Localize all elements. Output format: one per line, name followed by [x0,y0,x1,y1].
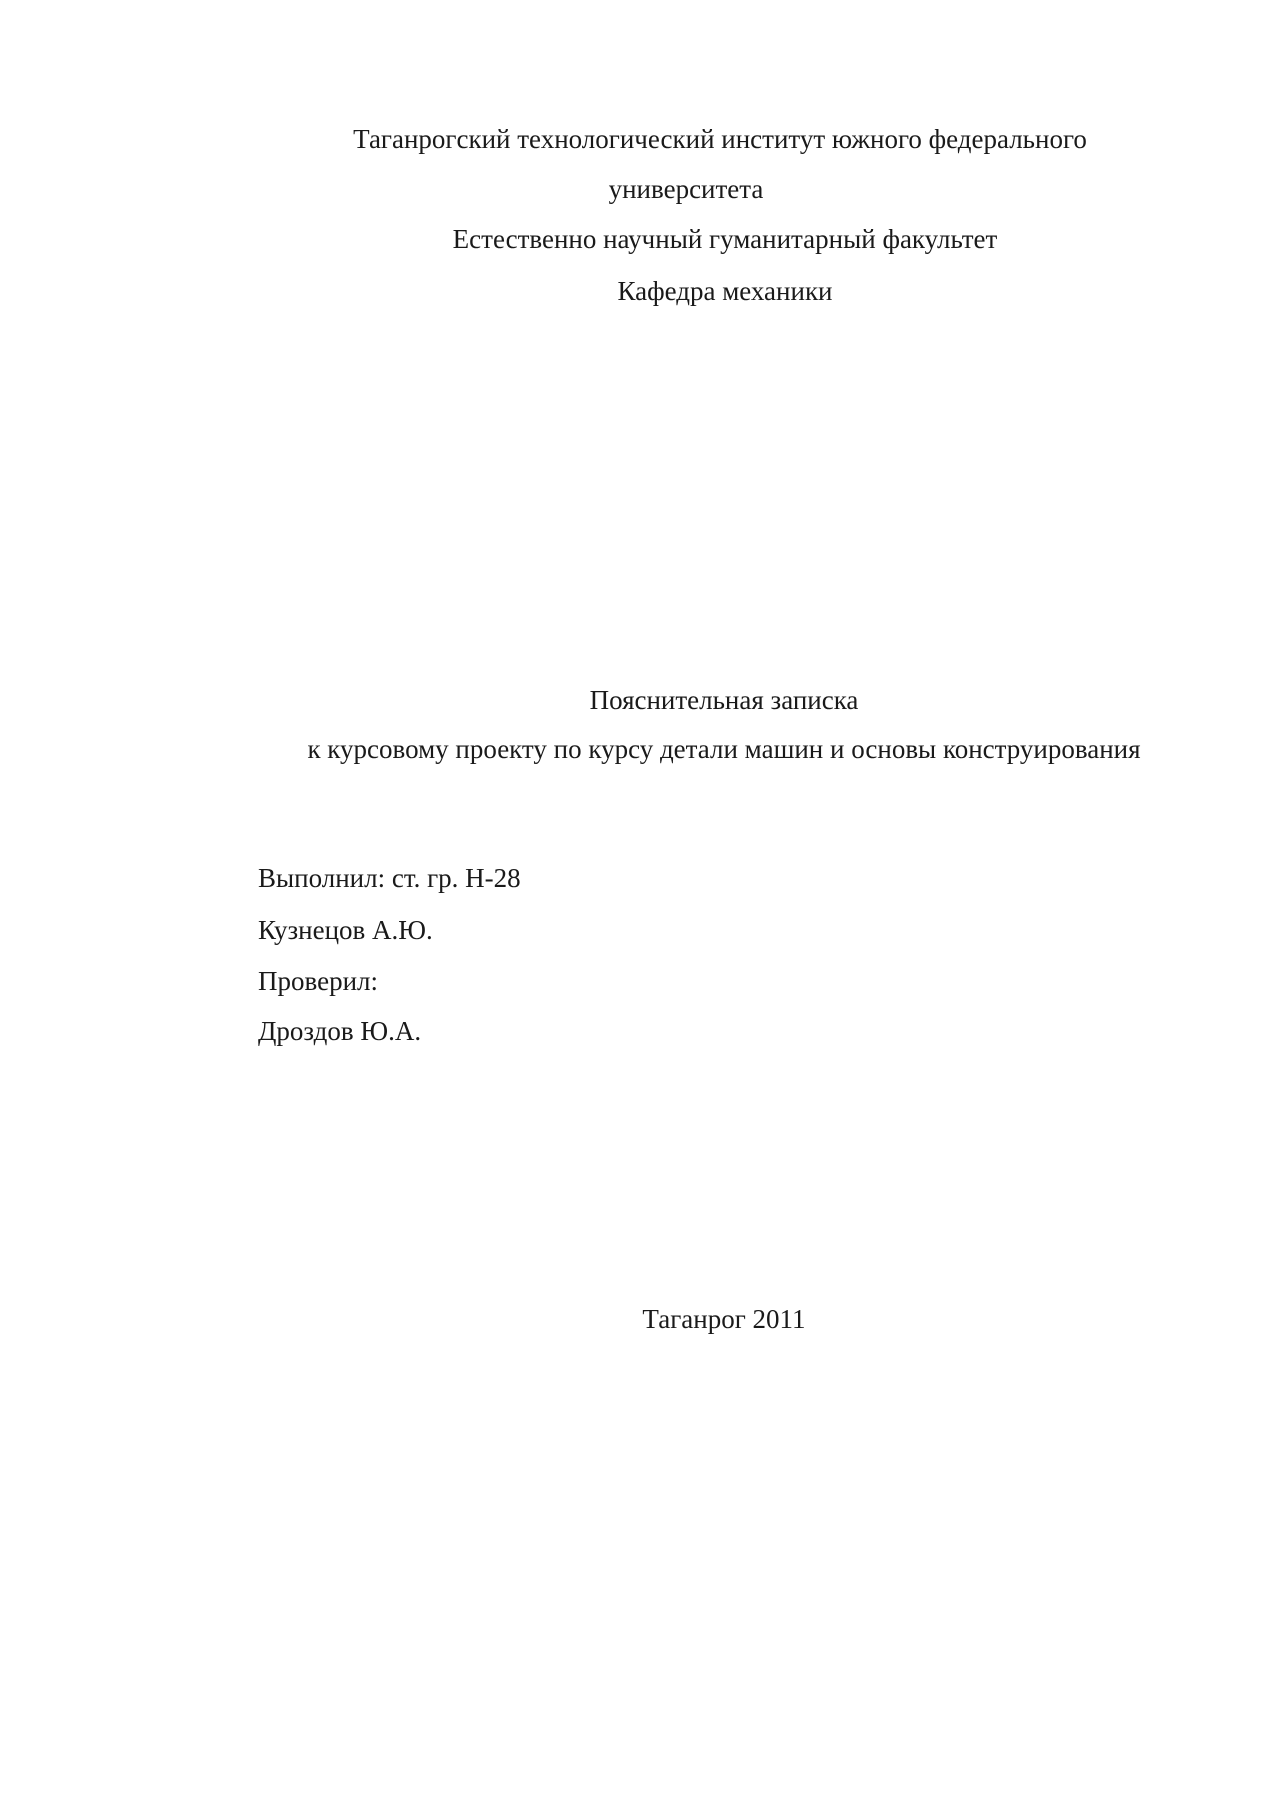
institute-name-line-2: университета [608,174,764,204]
faculty-name: Естественно научный гуманитарный факультет [452,224,998,254]
checked-by-label: Проверил: [258,966,378,996]
city-year: Таганрог 2011 [642,1304,806,1334]
performed-by-label: Выполнил: ст. гр. Н-28 [258,863,521,893]
document-title: Пояснительная записка [589,685,859,715]
department-name: Кафедра механики [617,276,833,306]
document-subtitle: к курсовому проекту по курсу детали машин и основы конструирования [307,734,1141,764]
student-name: Кузнецов А.Ю. [258,915,433,945]
supervisor-name: Дроздов Ю.А. [258,1016,422,1046]
institute-name-line-1: Таганрогский технологический институт южного федерального [353,124,1087,154]
